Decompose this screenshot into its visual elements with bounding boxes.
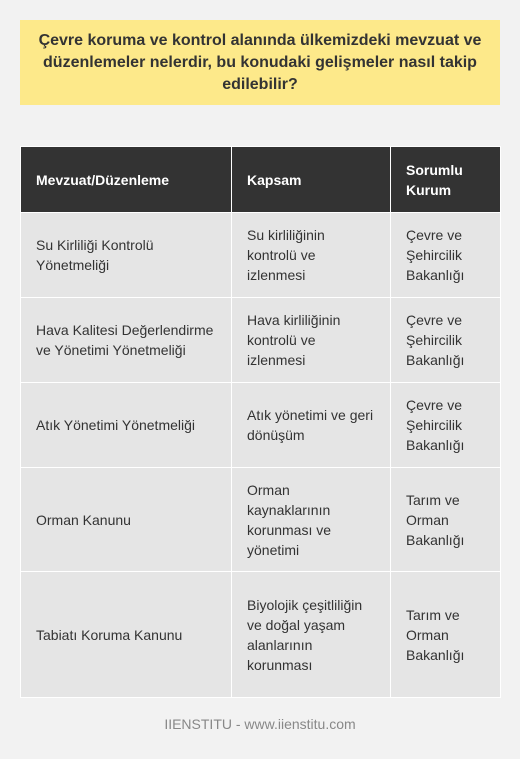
cell-agency: Çevre ve Şehircilik Bakanlığı — [391, 213, 501, 298]
title-banner — [20, 20, 500, 105]
table-row — [21, 383, 501, 468]
table-row — [21, 298, 501, 383]
legislation-table — [20, 146, 501, 698]
footer-credit: IIENSTITU - www.iienstitu.com — [164, 716, 356, 732]
cell-agency: Tarım ve Orman Bakanlığı — [391, 572, 501, 698]
cell-scope: Orman kaynaklarının korunması ve yönetimi — [232, 468, 391, 572]
cell-agency: Çevre ve Şehircilik Bakanlığı — [391, 298, 501, 383]
cell-agency: Tarım ve Orman Bakanlığı — [391, 468, 501, 572]
cell-legislation: Orman Kanunu — [21, 468, 232, 572]
table-row — [21, 468, 501, 572]
cell-legislation: Tabiatı Koruma Kanunu — [21, 572, 232, 698]
cell-legislation: Hava Kalitesi Değerlendirme ve Yönetimi Yönetmeliği — [21, 298, 232, 383]
cell-scope: Su kirliliğinin kontrolü ve izlenmesi — [232, 213, 391, 298]
cell-legislation: Atık Yönetimi Yönetmeliği — [21, 383, 232, 468]
page-title: Çevre koruma ve kontrol alanında ülkemizdeki mevzuat ve düzenlemeler nelerdir, bu konudaki gelişmeler nasıl takip edilebilir? — [38, 31, 482, 93]
table-row — [21, 213, 501, 298]
table-row — [21, 572, 501, 698]
cell-agency: Çevre ve Şehircilik Bakanlığı — [391, 383, 501, 468]
header-scope: Kapsam — [232, 147, 391, 213]
cell-scope: Biyolojik çeşitliliğin ve doğal yaşam alanlarının korunması — [232, 572, 391, 698]
header-responsible-agency: Sorumlu Kurum — [391, 147, 501, 213]
table-header-row — [21, 147, 501, 213]
cell-legislation: Su Kirliliği Kontrolü Yönetmeliği — [21, 213, 232, 298]
cell-scope: Hava kirliliğinin kontrolü ve izlenmesi — [232, 298, 391, 383]
header-legislation: Mevzuat/Düzenleme — [21, 147, 232, 213]
cell-scope: Atık yönetimi ve geri dönüşüm — [232, 383, 391, 468]
